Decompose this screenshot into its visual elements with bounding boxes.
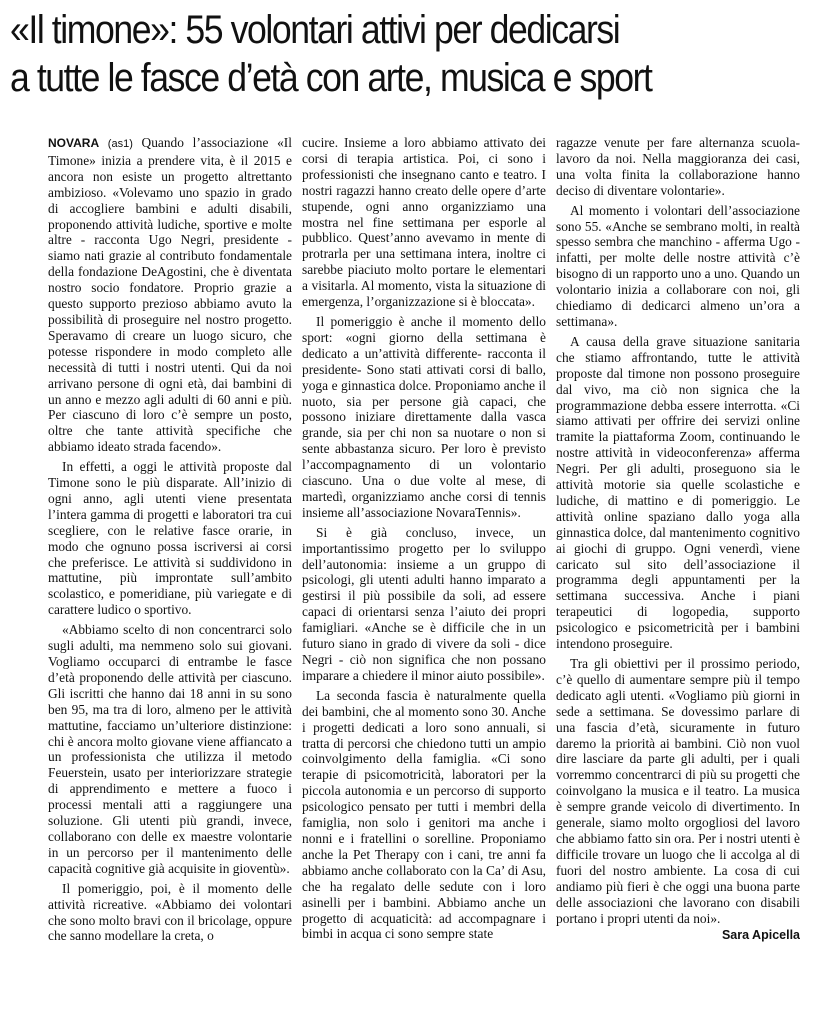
article-paragraph: Al momento i volontari dell’associazione sono 55. «Anche se sembrano molti, in realtà spesso sembra che manchino - afferma Ugo - infatti, per molte delle nostre attività c’è bisogno di un rapporto uno a uno. Quando un volontario inizia a collaborare con noi, gli chiediamo di dedicarci almeno un’ora a settimana». <box>556 202 800 329</box>
article-paragraph: Tra gli obiettivi per il prossimo periodo, c’è quello di aumentare sempre più il tempo dedicato agli utenti. «Vogliamo più giorni in sede a settimana. Se dovessimo parlare di una fascia d’età, sicuramente in futuro daremo la priorità ai bambini. Ciò non vuol dire lasciare da parte gli adulti, per i quali vorremmo concentrarci di più su progetti che coinvolgano la musica e il teatro. La musica è sempre grande veicolo di divertimento. In generale, siamo molto orgogliosi del lavoro che abbiamo fatto sin ora. Per i nostri utenti è difficile trovare un luogo che li accolga al di fuori del nostro ambiente. La cosa di cui andiamo più fieri è che oggi una buona parte delle associazioni che lavorano con disabili portano i propri utenti da noi». <box>556 656 800 926</box>
article-column-3 <box>556 135 800 1015</box>
dateline: NOVARA <box>48 136 100 150</box>
article-paragraph: ragazze venute per fare alternanza scuola-lavoro da noi. Nella maggioranza dei casi, una volta finita la collaborazione hanno deciso di diventare volontarie». <box>556 135 800 198</box>
article-column-1 <box>48 135 292 1015</box>
article-paragraph: Il pomeriggio è anche il momento dello sport: «ogni giorno della settimana è dedicato a un’attività differente- racconta il presidente- Sono stati attivati corsi di ballo, yoga e ginnastica dolce. Proponiamo anche il nuoto, sia per persone già capaci, che possono iniziare direttamente dalla vasca grande, sia per chi non sa nuotare o non si sente abbastanza sicuro. Per loro è previsto l’accompagnamento di un volontario ciascuno. Una o due volte al mese, di martedì, organizziamo anche corsi di tennis insieme all’associazione NovaraTennis». <box>302 313 546 520</box>
paragraph-text: Quando l’associazione «Il Timone» inizia a prendere vita, è il 2015 e ancora non esiste un progetto altrettanto ambizioso. «Volevamo uno spazio in grado di accogliere bambini e adulti disabili, proponendo attività ludiche, sportive e molte altre - racconta Ugo Negri, presidente - siamo nati grazie al contributo fondamentale della fondazione DeAgostini, che è diventata nostro socio fondatore. Proprio grazie a questo supporto prezioso abbiamo avuto la possibilità di proseguire nel nostro progetto. Speravamo di creare un luogo sicuro, che potesse rispondere in modo completo alle necessità di tutti i nostri utenti. Qui da noi arrivano persone di ogni età, dai bambini di un anno e mezzo agli adulti di 60 anni e più. Per ciascuno di loro c’è sempre un posto, oltre che tante attività specifiche che abbiamo ideato strada facendo». <box>48 135 292 455</box>
article-paragraph: La seconda fascia è naturalmente quella dei bambini, che al momento sono 30. Anche i progetti dedicati a loro sono annuali, si tratta di percorsi che chiedono tutti un ampio coinvolgimento della famiglia. «Ci sono terapie di psicomotricità, laboratori per la piccola autonomia e un percorso di supporto psicologico pensato per tutti i membri della famiglia, non solo i genitori ma anche i nonni e i fratellini o sorelline. Proponiamo anche la Pet Therapy con i cani, tre anni fa abbiamo anche collaborato con la Ca’ di Asu, che ha regalato delle sedute con i loro asinelli per i bambini. Abbiamo anche un progetto di acquaticità: ad accompagnare i bimbi in acqua ci sono sempre state <box>302 687 546 942</box>
article-paragraph: Si è già concluso, invece, un importantissimo progetto per lo sviluppo dell’autonomia: insieme a un gruppo di psicologi, gli utenti adulti hanno imparato a gestirsi il più possibile da soli, ad essere capaci di orientarsi senza l’aiuto dei propri famigliari. «Anche se è difficile che in un futuro siano in grado di vivere da soli - dice Negri - ciò non significa che non possano imparare a chiedere il minor aiuto possibile». <box>302 524 546 683</box>
article-body <box>48 135 814 1015</box>
article-paragraph: cucire. Insieme a loro abbiamo attivato dei corsi di terapia artistica. Poi, ci sono i professionisti che insegnano canto e teatro. I nostri ragazzi hanno creato delle opere d’arte stupende, ogni anno organizziamo una mostra nel fine settimana per esporle al pubblico. Quest’anno avevamo in mente di protrarla per una settimana intera, inoltre ci sarebbe piaciuto molto portare le elementari a visitarla. Al momento, vista la situazione di emergenza, l’organizzazione si è bloccata». <box>302 135 546 310</box>
article-paragraph: «Abbiamo scelto di non concentrarci solo sugli adulti, ma nemmeno solo sui giovani. Vogliamo occuparci di entrambe le fasce d’età proponendo delle attività per ciascuno. Gli iscritti che hanno dai 18 anni in su sono ben 95, ma tra di loro, almeno per le attività mattutine, facciamo un’ulteriore distinzione: chi è ancora molto giovane viene affiancato a un professionista che utilizza il metodo Feuerstein, usato per interiorizzare strategie di apprendimento e mettere a fuoco i processi mentali atti a raggiungere una soluzione. Gli utenti più grandi, invece, collaborano con delle ex maestre volontarie in un percorso per il mantenimento delle capacità cognitive già acquisite in gioventù». <box>48 622 292 876</box>
article-paragraph: A causa della grave situazione sanitaria che stiamo affrontando, tutte le attività proposte dal timone non possono proseguire dal vivo, ma ciò non signica che la programmazione debba essere interrotta. «Ci siamo attivati per offrire dei servizi online tramite la piattaforma Zoom, continuando le nostre attività in videoconferenza» afferma Negri. Per gli adulti, proseguono sia le attività motorie sia quelle scolastiche e ludiche, di mattino e di pomeriggio. Le attività online spaziano dallo yoga alla ginnastica dolce, dal mantenimento cognitivo ai giochi di gruppo. Ogni venerdì, viene caricato sul sito dell’associazione il programma degli appuntamenti per la settimana successiva. Anche i piani terapeutici di logopedia, supporto psicologico e psicometricità per i bambini intendono proseguire. <box>556 333 800 652</box>
headline <box>10 6 718 102</box>
article-paragraph <box>48 135 292 455</box>
article-paragraph: Il pomeriggio, poi, è il momento delle attività ricreative. «Abbiamo dei volontari che sono molto bravi con il bricolage, oppure che sanno modellare la creta, o <box>48 880 292 944</box>
byline: Sara Apicella <box>721 928 800 943</box>
article-paragraph: In effetti, a oggi le attività proposte dal Timone sono le più disparate. All’inizio di ogni anno, agli utenti viene presentata l’intera gamma di progetti e laboratori tra cui scegliere, con le relative fasce orarie, in modo che ognuno possa iscriversi ai corsi che preferisce. Le attività si suddividono in mattutine, più improntate sull’ambito scolastico, e pomeridiane, più variegate e di carattere ludico o sportivo. <box>48 459 292 618</box>
headline-line-1: «Il timone»: 55 volontari attivi per dedicarsi <box>10 8 620 52</box>
article-column-2 <box>302 135 546 1015</box>
dateline-code: (as1) <box>107 138 133 150</box>
headline-line-2: a tutte le fasce d’età con arte, musica e sport <box>10 56 652 100</box>
